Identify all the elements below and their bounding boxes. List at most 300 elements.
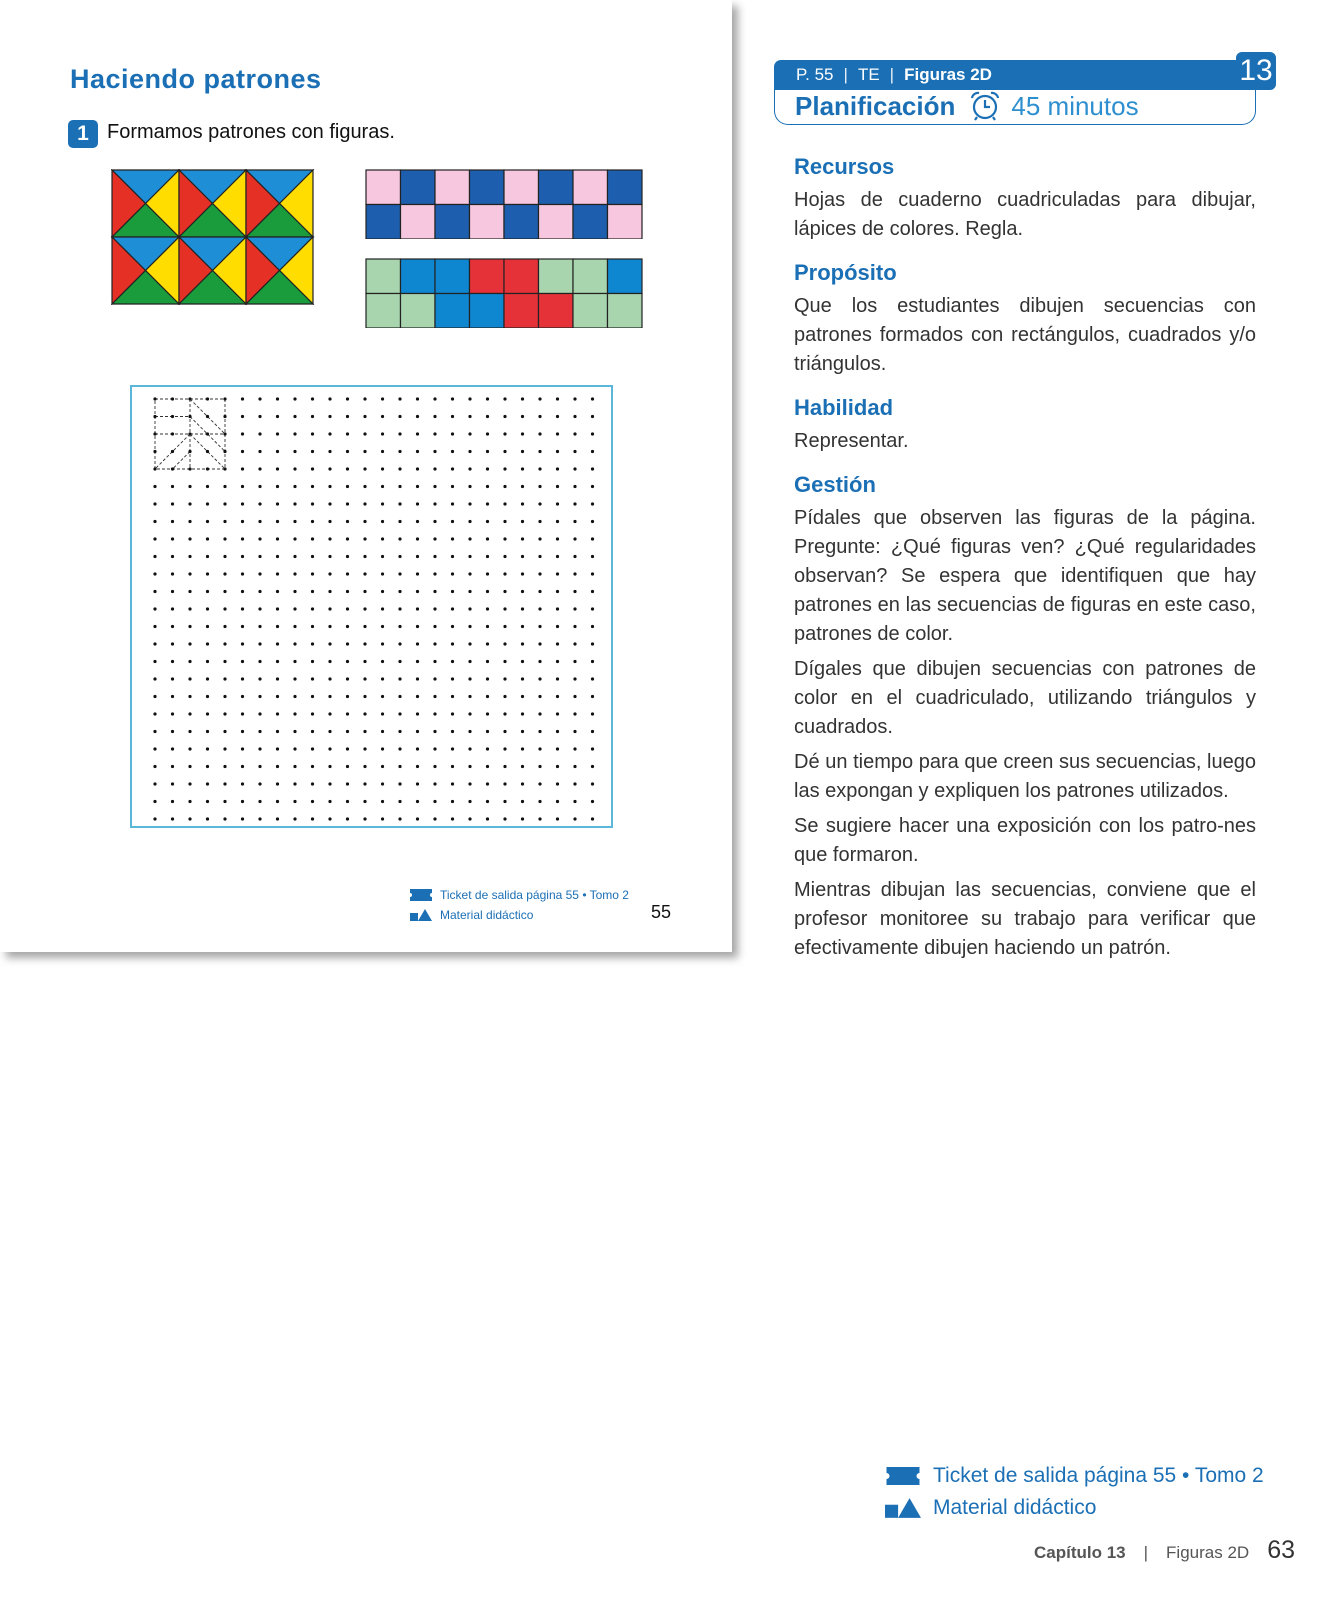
grid-dot xyxy=(153,397,156,400)
grid-dot xyxy=(521,607,524,610)
grid-dot xyxy=(451,502,454,505)
grid-dot xyxy=(311,800,314,803)
grid-dot xyxy=(538,625,541,628)
grid-dot xyxy=(171,397,174,400)
grid-dot xyxy=(346,607,349,610)
grid-dot xyxy=(381,432,384,435)
grid-dot xyxy=(451,747,454,750)
grid-dot xyxy=(241,712,244,715)
grid-dot xyxy=(153,800,156,803)
grid-dot xyxy=(451,572,454,575)
section-title-habilidad: Habilidad xyxy=(794,395,894,420)
grid-dot xyxy=(241,590,244,593)
grid-dot xyxy=(521,450,524,453)
grid-dot xyxy=(241,555,244,558)
grid-dot xyxy=(451,485,454,488)
grid-dot xyxy=(521,747,524,750)
grid-dot xyxy=(346,432,349,435)
grid-dot xyxy=(451,415,454,418)
grid-dot xyxy=(206,467,209,470)
grid-dot xyxy=(171,782,174,785)
footer-divider: | xyxy=(1143,1543,1149,1562)
grid-dot xyxy=(486,397,489,400)
grid-dot xyxy=(521,800,524,803)
grid-dot xyxy=(241,677,244,680)
student-ticket-reference[interactable] xyxy=(410,885,629,905)
grid-dot xyxy=(363,537,366,540)
section-habilidad xyxy=(794,393,1256,456)
gestion-paragraph: Mientras dibujan las secuencias, conviene que el profesor monitoree su trabajo para verificar que efectivamente dibujen haciendo un patrón. xyxy=(794,879,1256,959)
grid-dot xyxy=(311,450,314,453)
grid-dot xyxy=(206,765,209,768)
gestion-paragraph: Dé un tiempo para que creen sus secuencias, luego las expongan y expliquen los patrones utilizados. xyxy=(794,751,1256,802)
grid-dot xyxy=(328,677,331,680)
grid-dot xyxy=(293,502,296,505)
grid-dot xyxy=(346,572,349,575)
grid-dot xyxy=(188,415,191,418)
grid-dot xyxy=(521,660,524,663)
grid-dot xyxy=(171,660,174,663)
grid-dot xyxy=(451,730,454,733)
grid-dot xyxy=(433,765,436,768)
grid-dot xyxy=(346,695,349,698)
grid-dot xyxy=(258,747,261,750)
grid-dot xyxy=(416,660,419,663)
grid-dot xyxy=(503,817,506,820)
grid-dot xyxy=(486,607,489,610)
grid-dot xyxy=(363,625,366,628)
grid-dot xyxy=(171,520,174,523)
grid-dot xyxy=(486,520,489,523)
grid-dot xyxy=(241,572,244,575)
grid-dot xyxy=(328,712,331,715)
grid-dot xyxy=(381,572,384,575)
grid-dot xyxy=(573,572,576,575)
planning-banner xyxy=(774,88,1256,125)
grid-dot xyxy=(468,415,471,418)
grid-dot xyxy=(223,502,226,505)
grid-dot xyxy=(591,660,594,663)
grid-dot xyxy=(503,467,506,470)
grid-dot xyxy=(538,555,541,558)
grid-dot xyxy=(573,590,576,593)
grid-dot xyxy=(416,415,419,418)
grid-dot xyxy=(468,625,471,628)
grid-dot xyxy=(503,397,506,400)
section-title-gestion: Gestión xyxy=(794,472,876,497)
grid-dot xyxy=(206,537,209,540)
grid-dot xyxy=(381,607,384,610)
grid-dot xyxy=(503,695,506,698)
pattern-square xyxy=(401,294,436,329)
grid-dot xyxy=(328,555,331,558)
planning-title: Planificación xyxy=(795,90,956,121)
grid-dot xyxy=(381,642,384,645)
grid-dot xyxy=(363,607,366,610)
grid-dot xyxy=(416,467,419,470)
grid-dot xyxy=(468,572,471,575)
grid-dot xyxy=(328,397,331,400)
pattern-square xyxy=(470,205,505,240)
grid-dot xyxy=(223,432,226,435)
grid-dot xyxy=(573,695,576,698)
grid-dot xyxy=(416,432,419,435)
grid-dot xyxy=(311,397,314,400)
guide-material-reference[interactable] xyxy=(885,1492,1264,1524)
grid-dot xyxy=(503,730,506,733)
grid-dot xyxy=(258,800,261,803)
grid-dot xyxy=(188,502,191,505)
grid-dot xyxy=(293,782,296,785)
section-title-proposito: Propósito xyxy=(794,260,897,285)
grid-dot xyxy=(206,572,209,575)
grid-dot xyxy=(503,607,506,610)
grid-dot xyxy=(241,625,244,628)
grid-dot xyxy=(346,660,349,663)
grid-dot xyxy=(416,765,419,768)
grid-dot xyxy=(468,467,471,470)
grid-dot xyxy=(556,765,559,768)
grid-dot xyxy=(346,502,349,505)
grid-dot xyxy=(223,537,226,540)
grid-dot xyxy=(538,397,541,400)
header-divider: | xyxy=(889,65,895,84)
grid-dot xyxy=(451,432,454,435)
grid-dot xyxy=(363,642,366,645)
grid-dot xyxy=(503,800,506,803)
grid-dot xyxy=(398,677,401,680)
grid-dot xyxy=(276,660,279,663)
grid-dot xyxy=(451,642,454,645)
grid-dot xyxy=(591,572,594,575)
recursos-text: Hojas de cuaderno cuadriculadas para dibujar, lápices de colores. Regla. xyxy=(794,189,1256,240)
header-divider: | xyxy=(843,65,848,84)
grid-dot xyxy=(206,747,209,750)
grid-dot xyxy=(468,397,471,400)
grid-dot xyxy=(188,450,191,453)
grid-dot xyxy=(206,712,209,715)
grid-dot xyxy=(381,712,384,715)
pattern-square xyxy=(366,259,401,294)
grid-dot xyxy=(521,432,524,435)
grid-dot xyxy=(503,502,506,505)
guide-references xyxy=(885,1460,1264,1524)
grid-dot xyxy=(293,520,296,523)
grid-dot xyxy=(591,537,594,540)
grid-dot xyxy=(276,712,279,715)
grid-dot xyxy=(381,397,384,400)
grid-dot xyxy=(433,590,436,593)
grid-dot xyxy=(398,642,401,645)
grid-dot xyxy=(276,695,279,698)
grid-dot xyxy=(556,800,559,803)
grid-dot xyxy=(573,397,576,400)
grid-dot xyxy=(188,642,191,645)
student-material-reference[interactable] xyxy=(410,905,629,925)
grid-dot xyxy=(188,625,191,628)
grid-dot xyxy=(153,695,156,698)
grid-dot xyxy=(241,502,244,505)
grid-dot xyxy=(346,555,349,558)
grid-dot xyxy=(503,677,506,680)
grid-dot xyxy=(258,642,261,645)
grid-dot xyxy=(486,555,489,558)
grid-dot xyxy=(188,782,191,785)
section-gestion xyxy=(794,470,1256,963)
grid-dot xyxy=(573,537,576,540)
grid-dot xyxy=(223,642,226,645)
pattern-square xyxy=(366,170,401,205)
grid-dot xyxy=(468,695,471,698)
grid-dot xyxy=(591,467,594,470)
grid-dot xyxy=(328,415,331,418)
grid-dot xyxy=(258,450,261,453)
grid-dot xyxy=(188,572,191,575)
guide-material-text: Material didáctico xyxy=(933,1496,1097,1519)
grid-dot xyxy=(223,397,226,400)
grid-dot xyxy=(293,467,296,470)
grid-dot xyxy=(258,660,261,663)
grid-dot xyxy=(538,520,541,523)
grid-dot xyxy=(398,747,401,750)
grid-dot xyxy=(573,432,576,435)
grid-dot xyxy=(591,712,594,715)
grid-dot xyxy=(276,625,279,628)
grid-dot xyxy=(328,450,331,453)
book-reference: TE xyxy=(857,65,880,84)
grid-dot xyxy=(451,607,454,610)
grid-dot xyxy=(433,730,436,733)
grid-dot xyxy=(556,695,559,698)
grid-dot xyxy=(276,730,279,733)
grid-dot xyxy=(171,712,174,715)
grid-dot xyxy=(398,607,401,610)
grid-dot xyxy=(591,782,594,785)
grid-dot xyxy=(171,607,174,610)
grid-dot xyxy=(223,765,226,768)
grid-dot xyxy=(398,765,401,768)
grid-dot xyxy=(363,572,366,575)
grid-dot xyxy=(381,695,384,698)
grid-dot xyxy=(416,450,419,453)
grid-dot xyxy=(521,467,524,470)
grid-dot xyxy=(223,572,226,575)
grid-dot xyxy=(521,695,524,698)
grid-dot xyxy=(521,712,524,715)
grid-dot xyxy=(556,397,559,400)
grid-dot xyxy=(363,695,366,698)
geometric-shapes-icon xyxy=(885,1498,921,1518)
grid-dot xyxy=(241,817,244,820)
grid-dot xyxy=(538,590,541,593)
grid-dot xyxy=(363,817,366,820)
grid-dot xyxy=(398,625,401,628)
grid-dot xyxy=(538,677,541,680)
grid-dot xyxy=(381,415,384,418)
grid-dot xyxy=(171,432,174,435)
grid-dot xyxy=(451,450,454,453)
grid-dot xyxy=(293,555,296,558)
pattern-square xyxy=(401,170,436,205)
grid-dot xyxy=(258,502,261,505)
grid-dot xyxy=(573,765,576,768)
grid-dot xyxy=(398,572,401,575)
grid-dot xyxy=(276,467,279,470)
pattern-square xyxy=(539,294,574,329)
student-material-text: Material didáctico xyxy=(440,908,534,922)
ticket-icon xyxy=(410,889,432,901)
grid-dot xyxy=(346,730,349,733)
grid-dot xyxy=(241,730,244,733)
grid-dot xyxy=(171,555,174,558)
pattern-square xyxy=(608,170,643,205)
grid-dot xyxy=(416,520,419,523)
grid-dot xyxy=(346,800,349,803)
grid-dot xyxy=(328,800,331,803)
grid-dot xyxy=(573,467,576,470)
grid-dot xyxy=(241,800,244,803)
grid-dot xyxy=(538,415,541,418)
grid-dot xyxy=(573,520,576,523)
grid-dot xyxy=(328,730,331,733)
grid-dot xyxy=(293,537,296,540)
grid-dot xyxy=(451,695,454,698)
alarm-clock-icon xyxy=(969,91,1001,121)
grid-dot xyxy=(363,590,366,593)
pattern-square xyxy=(366,294,401,329)
grid-dot xyxy=(328,467,331,470)
grid-dot xyxy=(171,467,174,470)
student-ticket-text: Ticket de salida página 55 • Tomo 2 xyxy=(440,888,629,902)
grid-dot xyxy=(416,572,419,575)
grid-dot xyxy=(538,485,541,488)
grid-dot xyxy=(468,747,471,750)
pattern-square xyxy=(470,294,505,329)
grid-dot xyxy=(206,800,209,803)
grid-dot xyxy=(398,817,401,820)
grid-dot xyxy=(206,590,209,593)
guide-header-bar xyxy=(774,60,1244,90)
proposito-text: Que los estudiantes dibujen secuencias con patrones formados con rectángulos, cuadrados y/o triángulos. xyxy=(794,295,1256,375)
grid-dot xyxy=(468,485,471,488)
grid-dot xyxy=(381,747,384,750)
grid-dot xyxy=(241,537,244,540)
grid-dot xyxy=(381,502,384,505)
grid-dot xyxy=(276,555,279,558)
grid-dot xyxy=(451,590,454,593)
grid-dot xyxy=(258,730,261,733)
grid-dot xyxy=(538,450,541,453)
grid-dot xyxy=(276,817,279,820)
grid-dot xyxy=(486,695,489,698)
grid-dot xyxy=(346,712,349,715)
grid-dot xyxy=(538,467,541,470)
grid-dot xyxy=(188,765,191,768)
grid-dot xyxy=(433,537,436,540)
grid-dot xyxy=(293,432,296,435)
grid-dot xyxy=(398,590,401,593)
grid-dot xyxy=(398,782,401,785)
grid-dot xyxy=(468,450,471,453)
grid-dot xyxy=(206,642,209,645)
grid-dot xyxy=(258,467,261,470)
grid-dot xyxy=(311,502,314,505)
grid-dot xyxy=(521,397,524,400)
grid-dot xyxy=(486,765,489,768)
grid-dot xyxy=(171,642,174,645)
grid-dot xyxy=(556,817,559,820)
grid-dot xyxy=(363,730,366,733)
grid-dot xyxy=(311,537,314,540)
grid-dot xyxy=(223,485,226,488)
grid-dot xyxy=(556,502,559,505)
grid-dot xyxy=(398,450,401,453)
grid-dot xyxy=(538,572,541,575)
grid-dot xyxy=(293,415,296,418)
grid-dot xyxy=(311,555,314,558)
grid-dot xyxy=(521,502,524,505)
square-pattern-pink-blue xyxy=(365,169,643,239)
grid-dot xyxy=(521,520,524,523)
grid-dot xyxy=(468,800,471,803)
grid-dot xyxy=(346,677,349,680)
grid-dot xyxy=(591,485,594,488)
grid-dot xyxy=(258,485,261,488)
grid-dot xyxy=(328,642,331,645)
grid-dot xyxy=(276,485,279,488)
guide-ticket-reference[interactable] xyxy=(885,1460,1264,1492)
grid-dot xyxy=(486,800,489,803)
grid-dot xyxy=(171,537,174,540)
grid-dot xyxy=(451,520,454,523)
pattern-square xyxy=(401,205,436,240)
grid-dot xyxy=(188,520,191,523)
grid-dot xyxy=(223,695,226,698)
grid-dot xyxy=(556,625,559,628)
grid-dot xyxy=(153,642,156,645)
grid-dot xyxy=(433,432,436,435)
grid-dot xyxy=(468,520,471,523)
pattern-square xyxy=(608,205,643,240)
grid-dot xyxy=(433,555,436,558)
grid-dot xyxy=(293,677,296,680)
grid-dot xyxy=(363,450,366,453)
grid-dot xyxy=(311,712,314,715)
grid-dot xyxy=(556,432,559,435)
grid-dot xyxy=(206,502,209,505)
grid-dot xyxy=(433,625,436,628)
grid-dot xyxy=(486,467,489,470)
grid-dot xyxy=(416,747,419,750)
grid-dot xyxy=(276,450,279,453)
grid-dot xyxy=(451,625,454,628)
grid-dot xyxy=(381,817,384,820)
grid-dot xyxy=(486,432,489,435)
grid-dot xyxy=(381,520,384,523)
grid-dot xyxy=(381,730,384,733)
chapter-number-badge: 13 xyxy=(1236,52,1276,90)
grid-dot xyxy=(486,660,489,663)
grid-dot xyxy=(293,730,296,733)
grid-dot xyxy=(241,765,244,768)
section-title-recursos: Recursos xyxy=(794,154,895,179)
grid-dot xyxy=(503,625,506,628)
grid-dot xyxy=(486,782,489,785)
grid-dot xyxy=(416,782,419,785)
grid-dot xyxy=(556,660,559,663)
grid-dot xyxy=(188,537,191,540)
grid-dot xyxy=(521,590,524,593)
